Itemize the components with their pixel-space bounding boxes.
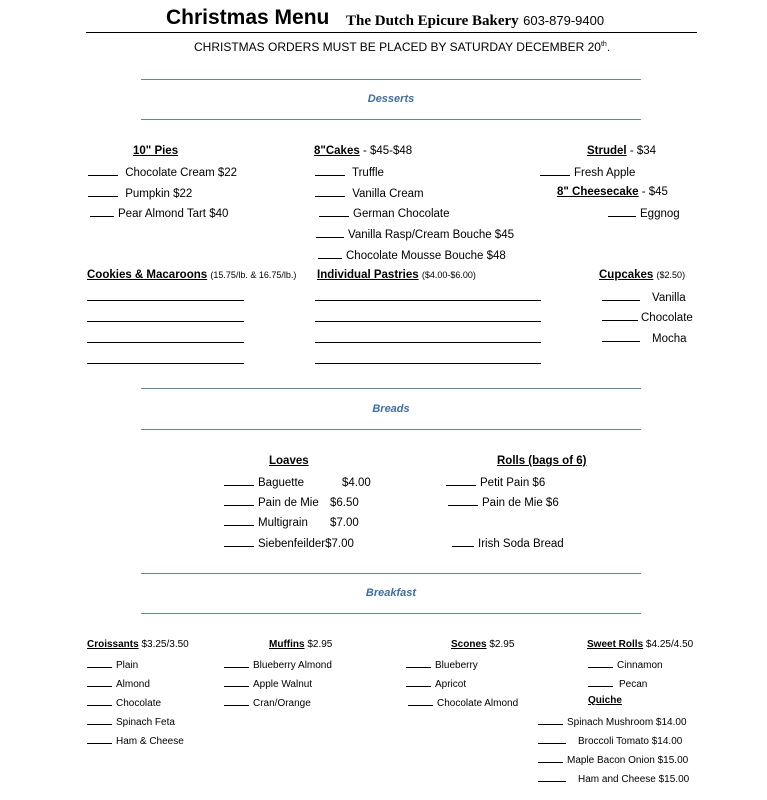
desserts-section-title: Desserts bbox=[367, 93, 415, 105]
order-blank[interactable] bbox=[538, 771, 566, 782]
list-item: Cran/Orange bbox=[224, 695, 311, 709]
list-item: Chocolate Mousse Bouche $48 bbox=[318, 248, 506, 262]
order-blank[interactable] bbox=[224, 495, 254, 506]
list-item: Mocha bbox=[602, 331, 687, 345]
order-blank[interactable] bbox=[538, 733, 566, 744]
list-item: Spinach Mushroom $14.00 bbox=[538, 714, 687, 728]
list-item: Maple Bacon Onion $15.00 bbox=[538, 752, 688, 766]
list-item: Vanilla bbox=[602, 290, 686, 304]
pastries-heading: Individual Pastries ($4.00-$6.00) bbox=[317, 269, 476, 281]
order-blank[interactable] bbox=[87, 676, 112, 687]
list-item: Apricot bbox=[406, 676, 466, 690]
list-item: Eggnog bbox=[608, 206, 680, 220]
desserts-top-rule bbox=[141, 79, 641, 80]
bakery-contact bbox=[346, 12, 604, 30]
list-item: Irish Soda Bread bbox=[452, 536, 564, 550]
quiche-heading: Quiche bbox=[588, 695, 622, 706]
order-blank[interactable] bbox=[87, 657, 112, 668]
order-blank[interactable] bbox=[318, 248, 342, 259]
breads-bottom-rule bbox=[141, 429, 641, 430]
order-blank[interactable] bbox=[588, 676, 613, 687]
order-deadline-notice: CHRISTMAS ORDERS MUST BE PLACED BY SATURDAY DECEMBER 20th. bbox=[194, 40, 611, 54]
loaves-heading: Loaves bbox=[269, 455, 309, 467]
order-blank[interactable] bbox=[87, 733, 112, 744]
order-blank[interactable] bbox=[448, 495, 478, 506]
order-blank[interactable] bbox=[224, 515, 254, 526]
write-in-line[interactable] bbox=[87, 363, 244, 364]
order-blank[interactable] bbox=[602, 331, 640, 342]
order-blank[interactable] bbox=[224, 676, 249, 687]
order-blank[interactable] bbox=[224, 475, 254, 486]
order-blank[interactable] bbox=[608, 206, 636, 217]
list-item: Blueberry Almond bbox=[224, 657, 332, 671]
bakery-phone: 603-879-9400 bbox=[523, 13, 605, 28]
breads-section-title: Breads bbox=[372, 403, 410, 415]
list-item: Baguette $4.00 bbox=[224, 475, 371, 489]
order-blank[interactable] bbox=[588, 657, 613, 668]
pies-heading: 10" Pies bbox=[133, 145, 179, 157]
list-item: Vanilla Cream bbox=[315, 186, 424, 200]
order-blank[interactable] bbox=[88, 165, 118, 176]
scones-heading: Scones $2.95 bbox=[451, 639, 515, 650]
sweet-rolls-heading: Sweet Rolls $4.25/4.50 bbox=[587, 639, 694, 650]
strudel-heading: Strudel - $34 bbox=[587, 145, 657, 157]
breakfast-section-title: Breakfast bbox=[365, 587, 417, 599]
bakery-name: The Dutch Epicure Bakery bbox=[346, 13, 519, 29]
order-blank[interactable] bbox=[87, 695, 112, 706]
list-item: Cinnamon bbox=[588, 657, 663, 671]
list-item: Multigrain $7.00 bbox=[224, 515, 359, 529]
breakfast-top-rule bbox=[141, 573, 641, 574]
order-blank[interactable] bbox=[319, 206, 349, 217]
list-item: Almond bbox=[87, 676, 150, 690]
order-blank[interactable] bbox=[87, 714, 112, 725]
list-item: Chocolate Almond bbox=[408, 695, 518, 709]
list-item: Vanilla Rasp/Cream Bouche $45 bbox=[316, 227, 514, 241]
order-blank[interactable] bbox=[224, 695, 249, 706]
order-blank[interactable] bbox=[224, 536, 254, 547]
croissants-heading: Croissants $3.25/3.50 bbox=[87, 639, 189, 650]
list-item: Pumpkin $22 bbox=[88, 186, 192, 200]
write-in-line[interactable] bbox=[87, 342, 244, 343]
order-blank[interactable] bbox=[408, 695, 433, 706]
list-item: Plain bbox=[87, 657, 138, 671]
list-item: Blueberry bbox=[406, 657, 478, 671]
order-blank[interactable] bbox=[315, 165, 345, 176]
list-item: Fresh Apple bbox=[540, 165, 635, 179]
order-blank[interactable] bbox=[452, 536, 474, 547]
order-blank[interactable] bbox=[538, 752, 563, 763]
list-item: Broccoli Tomato $14.00 bbox=[538, 733, 682, 747]
desserts-bottom-rule bbox=[141, 119, 641, 120]
order-blank[interactable] bbox=[540, 165, 570, 176]
list-item: Chocolate Cream $22 bbox=[88, 165, 237, 179]
list-item: Petit Pain $6 bbox=[446, 475, 545, 489]
muffins-heading: Muffins $2.95 bbox=[269, 639, 333, 650]
list-item: Ham and Cheese $15.00 bbox=[538, 771, 689, 785]
list-item: Spinach Feta bbox=[87, 714, 175, 728]
write-in-line[interactable] bbox=[87, 300, 244, 301]
cakes-heading: 8"Cakes - $45-$48 bbox=[314, 145, 413, 157]
list-item: Pecan bbox=[588, 676, 647, 690]
list-item: Pain de Mie $6.50 bbox=[224, 495, 359, 509]
order-blank[interactable] bbox=[315, 186, 345, 197]
list-item: Pain de Mie $6 bbox=[448, 495, 559, 509]
order-blank[interactable] bbox=[88, 186, 118, 197]
order-blank[interactable] bbox=[446, 475, 476, 486]
list-item: Apple Walnut bbox=[224, 676, 312, 690]
order-blank[interactable] bbox=[90, 206, 114, 217]
write-in-line[interactable] bbox=[315, 321, 541, 322]
list-item: Chocolate bbox=[602, 310, 693, 324]
order-blank[interactable] bbox=[538, 714, 563, 725]
list-item: Truffle bbox=[315, 165, 384, 179]
order-blank[interactable] bbox=[602, 290, 640, 301]
cookies-heading: Cookies & Macaroons (15.75/lb. & 16.75/lb.) bbox=[87, 269, 297, 281]
rolls-heading: Rolls (bags of 6) bbox=[497, 455, 587, 467]
cheesecake-heading: 8" Cheesecake - $45 bbox=[557, 186, 668, 198]
write-in-line[interactable] bbox=[315, 342, 541, 343]
order-blank[interactable] bbox=[406, 676, 431, 687]
page-title: Christmas Menu bbox=[166, 6, 330, 29]
breads-top-rule bbox=[141, 388, 641, 389]
list-item: Chocolate bbox=[87, 695, 161, 709]
write-in-line[interactable] bbox=[87, 321, 244, 322]
order-blank[interactable] bbox=[406, 657, 431, 668]
list-item: Ham & Cheese bbox=[87, 733, 184, 747]
list-item: German Chocolate bbox=[319, 206, 450, 220]
write-in-line[interactable] bbox=[315, 300, 541, 301]
order-blank[interactable] bbox=[602, 310, 638, 321]
header-divider bbox=[86, 32, 697, 33]
breakfast-bottom-rule bbox=[141, 613, 641, 614]
list-item: Siebenfeilder$7.00 bbox=[224, 536, 354, 550]
list-item: Pear Almond Tart $40 bbox=[90, 206, 228, 220]
order-blank[interactable] bbox=[316, 227, 344, 238]
write-in-line[interactable] bbox=[315, 363, 541, 364]
cupcakes-heading: Cupcakes ($2.50) bbox=[599, 269, 686, 281]
order-blank[interactable] bbox=[224, 657, 249, 668]
